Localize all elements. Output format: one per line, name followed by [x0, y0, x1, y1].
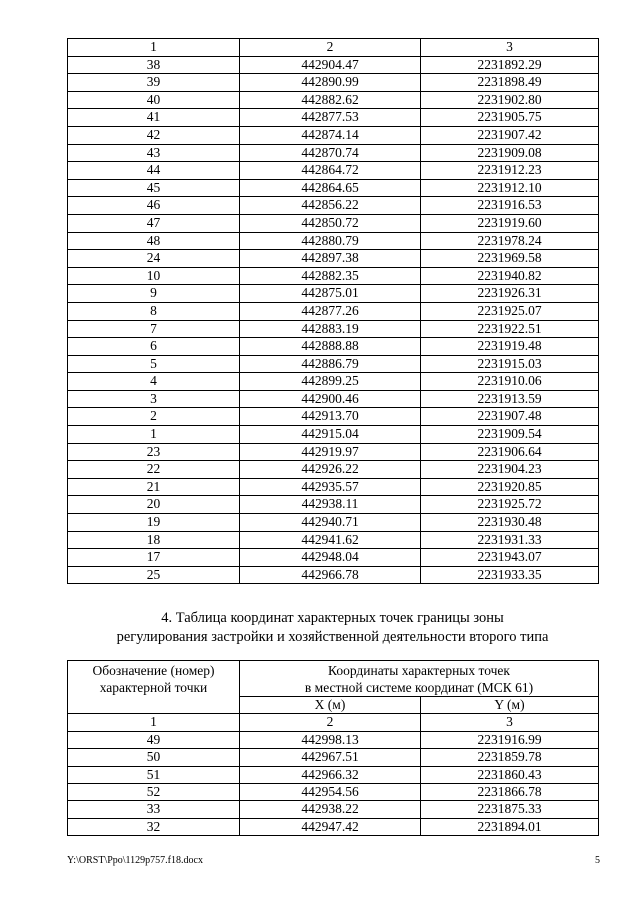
header-row: [68, 661, 599, 697]
table-row: [68, 766, 599, 783]
y-coordinate-cell: 2231912.10: [421, 179, 599, 197]
coordinates-table-continued: [67, 38, 599, 584]
point-number-cell: 6: [68, 338, 240, 356]
column-number-cell: 2: [240, 714, 421, 731]
x-coordinate-cell: 442966.32: [240, 766, 421, 783]
table-row: [68, 784, 599, 801]
table-row: [68, 549, 599, 567]
table-row: [68, 91, 599, 109]
y-coordinate-cell: 2231909.54: [421, 426, 599, 444]
table-row: [68, 373, 599, 391]
point-number-cell: 41: [68, 109, 240, 127]
point-number-cell: 44: [68, 162, 240, 180]
x-coordinate-cell: 442967.51: [240, 749, 421, 766]
zone-coordinates-table: [67, 660, 599, 836]
y-coordinate-cell: 2231915.03: [421, 355, 599, 373]
point-number-cell: 2: [68, 408, 240, 426]
y-coordinate-cell: 2231920.85: [421, 478, 599, 496]
point-designation-header: [68, 661, 240, 714]
table-row: [68, 267, 599, 285]
point-number-cell: 40: [68, 91, 240, 109]
y-coordinate-cell: 2231919.48: [421, 338, 599, 356]
point-number-cell: 17: [68, 549, 240, 567]
x-coordinate-cell: 442883.19: [240, 320, 421, 338]
table-row: [68, 250, 599, 268]
table-row: [68, 302, 599, 320]
y-coordinate-cell: 2231931.33: [421, 531, 599, 549]
x-coordinate-cell: 442880.79: [240, 232, 421, 250]
table-row: [68, 126, 599, 144]
table-row: [68, 197, 599, 215]
x-coordinate-cell: 442850.72: [240, 214, 421, 232]
table-row: [68, 514, 599, 532]
column-number-cell: 2: [240, 39, 421, 57]
table-row: [68, 531, 599, 549]
x-header: X (м): [240, 697, 421, 714]
point-number-cell: 24: [68, 250, 240, 268]
point-number-cell: 20: [68, 496, 240, 514]
x-coordinate-cell: 442913.70: [240, 408, 421, 426]
y-coordinate-cell: 2231902.80: [421, 91, 599, 109]
point-number-cell: 33: [68, 801, 240, 818]
point-number-cell: 21: [68, 478, 240, 496]
x-coordinate-cell: 442938.22: [240, 801, 421, 818]
x-coordinate-cell: 442899.25: [240, 373, 421, 391]
y-coordinate-cell: 2231969.58: [421, 250, 599, 268]
x-coordinate-cell: 442886.79: [240, 355, 421, 373]
table-row: [68, 144, 599, 162]
table-row: [68, 179, 599, 197]
y-coordinate-cell: 2231906.64: [421, 443, 599, 461]
y-coordinate-cell: 2231926.31: [421, 285, 599, 303]
y-coordinate-cell: 2231894.01: [421, 818, 599, 835]
x-coordinate-cell: 442874.14: [240, 126, 421, 144]
table-row: [68, 338, 599, 356]
column-number-cell: 3: [421, 714, 599, 731]
point-number-cell: 38: [68, 56, 240, 74]
x-coordinate-cell: 442864.65: [240, 179, 421, 197]
column-numbering-row: [68, 39, 599, 57]
y-coordinate-cell: 2231905.75: [421, 109, 599, 127]
table-row: [68, 232, 599, 250]
coordinates-table-body: [68, 39, 599, 584]
x-coordinate-cell: 442935.57: [240, 478, 421, 496]
y-coordinate-cell: 2231907.42: [421, 126, 599, 144]
x-coordinate-cell: 442890.99: [240, 74, 421, 92]
y-coordinate-cell: 2231940.82: [421, 267, 599, 285]
table-row: [68, 426, 599, 444]
point-number-cell: 42: [68, 126, 240, 144]
x-coordinate-cell: 442998.13: [240, 731, 421, 748]
point-number-cell: 3: [68, 390, 240, 408]
zone-coordinates-table-body: [68, 661, 599, 836]
point-number-cell: 39: [68, 74, 240, 92]
table-row: [68, 390, 599, 408]
y-coordinate-cell: 2231860.43: [421, 766, 599, 783]
x-coordinate-cell: 442926.22: [240, 461, 421, 479]
table-row: [68, 320, 599, 338]
x-coordinate-cell: 442864.72: [240, 162, 421, 180]
y-coordinate-cell: 2231912.23: [421, 162, 599, 180]
y-header: Y (м): [421, 697, 599, 714]
y-coordinate-cell: 2231892.29: [421, 56, 599, 74]
x-coordinate-cell: 442900.46: [240, 390, 421, 408]
point-number-cell: 47: [68, 214, 240, 232]
table-row: [68, 408, 599, 426]
point-number-cell: 10: [68, 267, 240, 285]
point-number-cell: 25: [68, 566, 240, 584]
point-number-cell: 52: [68, 784, 240, 801]
coordinates-header: [240, 661, 599, 697]
table-row: [68, 443, 599, 461]
section-title-line: 4. Таблица координат характерных точек границы зоны: [161, 610, 504, 626]
y-coordinate-cell: 2231978.24: [421, 232, 599, 250]
point-number-cell: 45: [68, 179, 240, 197]
x-coordinate-cell: 442882.35: [240, 267, 421, 285]
header-line: в местной системе координат (МСК 61): [304, 680, 534, 695]
y-coordinate-cell: 2231919.60: [421, 214, 599, 232]
table-row: [68, 214, 599, 232]
y-coordinate-cell: 2231933.35: [421, 566, 599, 584]
table-row: [68, 801, 599, 818]
point-number-cell: 5: [68, 355, 240, 373]
y-coordinate-cell: 2231875.33: [421, 801, 599, 818]
table-row: [68, 496, 599, 514]
table-row: [68, 285, 599, 303]
point-number-cell: 51: [68, 766, 240, 783]
section-title-line: регулирования застройки и хозяйственной деятельности второго типа: [116, 629, 549, 645]
point-number-cell: 8: [68, 302, 240, 320]
y-coordinate-cell: 2231930.48: [421, 514, 599, 532]
header-line: Координаты характерных точек: [328, 663, 510, 678]
table-row: [68, 74, 599, 92]
table-row: [68, 478, 599, 496]
table-row: [68, 749, 599, 766]
x-coordinate-cell: 442941.62: [240, 531, 421, 549]
point-number-cell: 9: [68, 285, 240, 303]
point-number-cell: 4: [68, 373, 240, 391]
header-line: характерной точки: [99, 680, 208, 695]
point-number-cell: 46: [68, 197, 240, 215]
x-coordinate-cell: 442877.53: [240, 109, 421, 127]
y-coordinate-cell: 2231925.07: [421, 302, 599, 320]
point-number-cell: 19: [68, 514, 240, 532]
table-row: [68, 56, 599, 74]
x-coordinate-cell: 442947.42: [240, 818, 421, 835]
table-row: [68, 818, 599, 835]
point-number-cell: 22: [68, 461, 240, 479]
y-coordinate-cell: 2231910.06: [421, 373, 599, 391]
document-file-path: Y:\ORST\Ppo\1129p757.f18.docx: [67, 855, 203, 866]
y-coordinate-cell: 2231913.59: [421, 390, 599, 408]
column-number-cell: 1: [68, 39, 240, 57]
y-coordinate-cell: 2231907.48: [421, 408, 599, 426]
y-coordinate-cell: 2231916.53: [421, 197, 599, 215]
x-coordinate-cell: 442966.78: [240, 566, 421, 584]
point-number-cell: 18: [68, 531, 240, 549]
x-coordinate-cell: 442904.47: [240, 56, 421, 74]
point-number-cell: 49: [68, 731, 240, 748]
page-number: 5: [595, 855, 600, 866]
point-number-cell: 43: [68, 144, 240, 162]
x-coordinate-cell: 442938.11: [240, 496, 421, 514]
x-coordinate-cell: 442870.74: [240, 144, 421, 162]
y-coordinate-cell: 2231898.49: [421, 74, 599, 92]
x-coordinate-cell: 442954.56: [240, 784, 421, 801]
x-coordinate-cell: 442877.26: [240, 302, 421, 320]
x-coordinate-cell: 442856.22: [240, 197, 421, 215]
x-coordinate-cell: 442915.04: [240, 426, 421, 444]
point-number-cell: 7: [68, 320, 240, 338]
table-row: [68, 731, 599, 748]
column-number-cell: 3: [421, 39, 599, 57]
y-coordinate-cell: 2231925.72: [421, 496, 599, 514]
point-number-cell: 32: [68, 818, 240, 835]
section-title: [67, 609, 598, 647]
x-coordinate-cell: 442897.38: [240, 250, 421, 268]
x-coordinate-cell: 442875.01: [240, 285, 421, 303]
x-coordinate-cell: 442940.71: [240, 514, 421, 532]
x-coordinate-cell: 442882.62: [240, 91, 421, 109]
point-number-cell: 23: [68, 443, 240, 461]
point-number-cell: 48: [68, 232, 240, 250]
table-row: [68, 461, 599, 479]
point-number-cell: 50: [68, 749, 240, 766]
x-coordinate-cell: 442888.88: [240, 338, 421, 356]
point-number-cell: 1: [68, 426, 240, 444]
y-coordinate-cell: 2231866.78: [421, 784, 599, 801]
y-coordinate-cell: 2231859.78: [421, 749, 599, 766]
y-coordinate-cell: 2231922.51: [421, 320, 599, 338]
header-line: Обозначение (номер): [92, 663, 215, 678]
y-coordinate-cell: 2231916.99: [421, 731, 599, 748]
table-row: [68, 566, 599, 584]
table-row: [68, 355, 599, 373]
column-number-cell: 1: [68, 714, 240, 731]
column-numbering-row: [68, 714, 599, 731]
table-row: [68, 109, 599, 127]
x-coordinate-cell: 442948.04: [240, 549, 421, 567]
y-coordinate-cell: 2231943.07: [421, 549, 599, 567]
table-row: [68, 162, 599, 180]
y-coordinate-cell: 2231909.08: [421, 144, 599, 162]
x-coordinate-cell: 442919.97: [240, 443, 421, 461]
y-coordinate-cell: 2231904.23: [421, 461, 599, 479]
